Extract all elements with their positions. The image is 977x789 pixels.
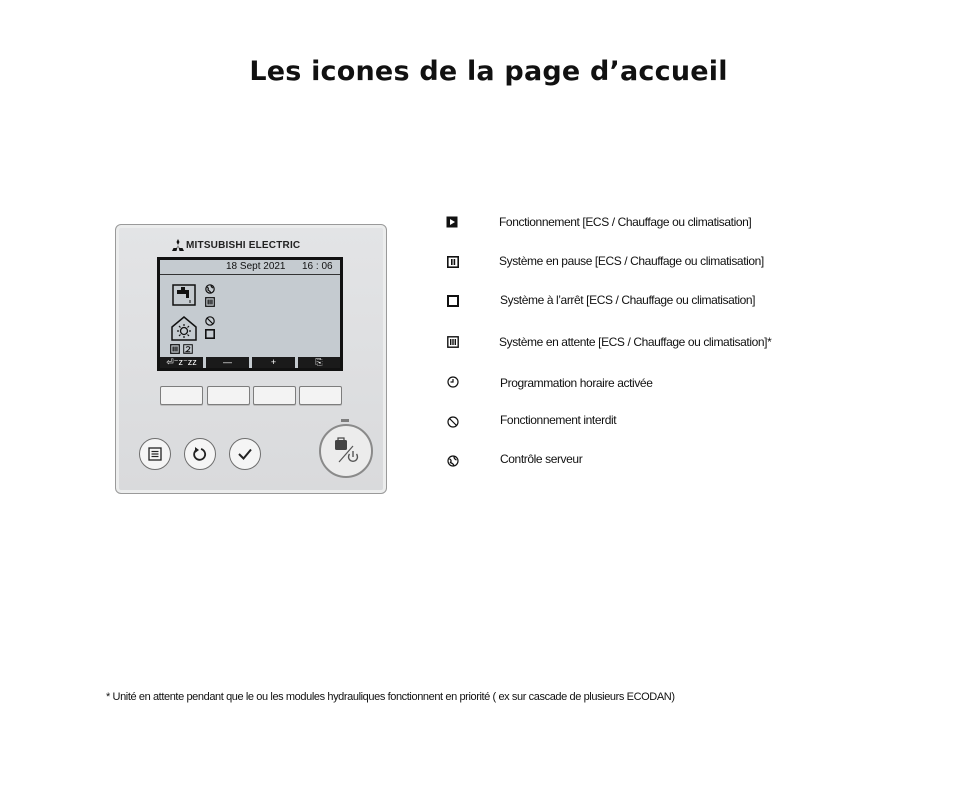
hot-water-icon [172,284,196,306]
heating-house-icon [170,315,198,341]
globe-icon [205,284,215,294]
screen-date: 18 Sept 2021 [226,261,286,272]
function-button-4[interactable] [299,386,342,405]
legend-label-running: Fonctionnement [ECS / Chauffage ou climatisation] [499,215,752,229]
play-icon [446,216,458,228]
legend-label-schedule: Programmation horaire activée [500,376,653,390]
fkey-label-1: ⏎⁻z⁻zz [160,357,203,368]
back-button[interactable] [184,438,216,470]
clock-icon [447,376,459,388]
legend-label-paused: Système en pause [ECS / Chauffage ou climatisation] [499,254,764,268]
screen-time: 16 : 06 [302,261,333,272]
check-icon [237,447,253,461]
legend-label-prohibited: Fonctionnement interdit [500,413,617,427]
standby-small-icon [170,344,180,354]
fkey-label-4: ⎘ [298,357,340,368]
standby-icon [447,336,459,348]
legend-label-standby: Système en attente [ECS / Chauffage ou climatisation]* [499,335,772,349]
confirm-button[interactable] [229,438,261,470]
fkey-label-3: + [252,357,295,368]
function-button-2[interactable] [207,386,250,405]
legend-label-server: Contrôle serveur [500,452,583,466]
power-led [341,419,349,422]
function-button-3[interactable] [253,386,296,405]
pause-icon [447,256,459,268]
fkey-label-2: — [206,357,249,368]
lcd-screen [157,257,343,371]
screen-topbar [160,260,340,275]
stop-icon [205,329,215,339]
footnote: * Unité en attente pendant que le ou les modules hydrauliques fonctionnent en priorité ( ex sur cascade de plusieurs ECODAN) [106,691,675,703]
power-button[interactable] [319,424,373,478]
function-button-1[interactable] [160,386,203,405]
function-key-labels [160,357,340,368]
menu-icon [148,447,162,461]
zone-2-icon [183,344,193,354]
page-title: Les icones de la page d’accueil [249,56,728,87]
stop-icon [447,295,459,307]
prohibited-icon [205,316,215,326]
prohibited-icon [447,416,459,428]
return-icon [192,446,208,462]
mitsubishi-logo-icon [172,239,184,251]
brand-text: MITSUBISHI ELECTRIC [186,240,301,251]
remote-controller [115,224,387,494]
brand-label [186,240,300,251]
globe-icon [447,455,459,467]
menu-button[interactable] [139,438,171,470]
function-buttons [160,386,344,408]
standby-icon [205,297,215,307]
legend-label-stopped: Système à l’arrêt [ECS / Chauffage ou climatisation] [500,293,756,307]
power-icon [329,434,363,468]
